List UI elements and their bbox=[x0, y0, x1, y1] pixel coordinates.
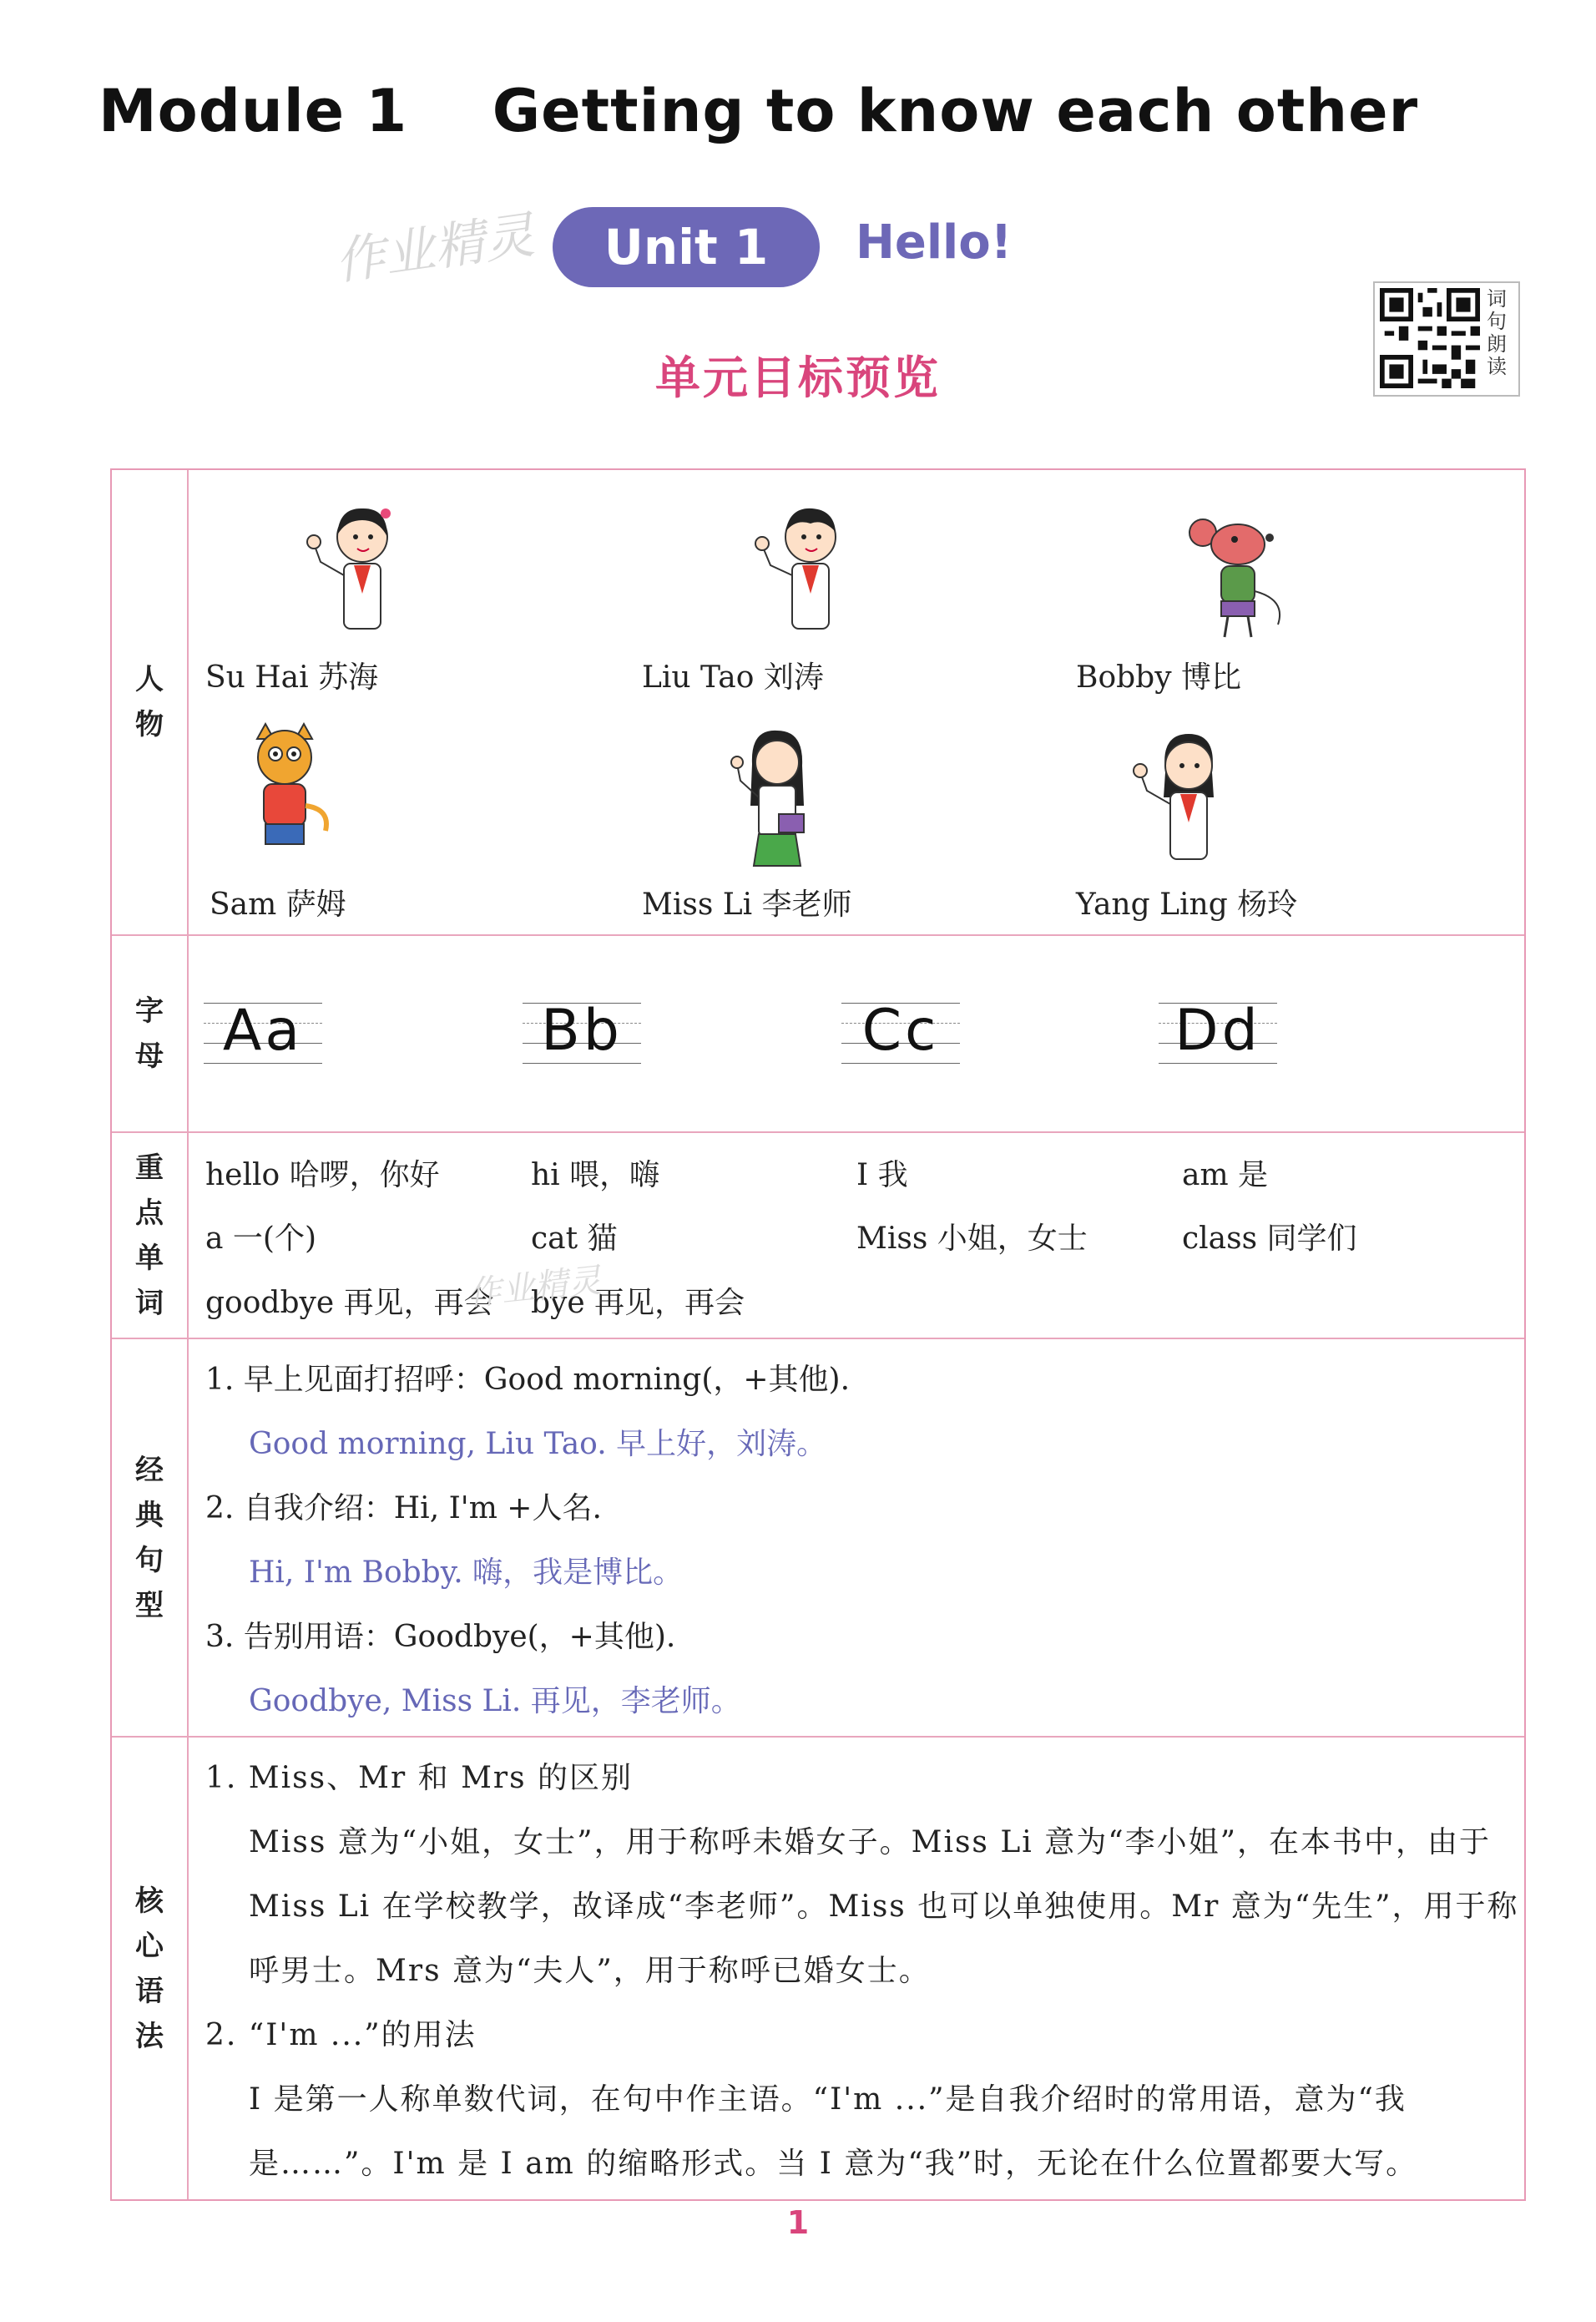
vocab-word: cat 猫 bbox=[531, 1222, 618, 1256]
vocabulary-cell bbox=[189, 1133, 1524, 1338]
character-name: Bobby 博比 bbox=[1076, 660, 1242, 695]
sentence-example: Good morning, Liu Tao. 早上好，刘涛。 bbox=[249, 1427, 827, 1461]
grammar-text: Miss 意为“小姐，女士”，用于称呼未婚女子。Miss Li 意为“李小姐”，在本书中，由于 bbox=[249, 1825, 1492, 1859]
vocab-word: hello 哈啰，你好 bbox=[205, 1158, 440, 1192]
grammar-heading: 2. “I'm ...”的用法 bbox=[205, 2018, 477, 2052]
mouse-icon bbox=[1169, 508, 1295, 650]
preview-title: 单元目标预览 bbox=[655, 352, 941, 404]
character-name: Liu Tao 刘涛 bbox=[642, 660, 824, 695]
vocab-word: class 同学们 bbox=[1182, 1222, 1357, 1256]
grammar-text: 是……”。I'm 是 I am 的缩略形式。当 I 意为“我”时，无论在什么位置都要大写。 bbox=[249, 2147, 1418, 2181]
watermark: 作业精灵 bbox=[331, 205, 538, 292]
sentences-row bbox=[112, 1338, 1524, 1736]
watermark: 作业精灵 bbox=[466, 1261, 604, 1314]
boy-waving-icon bbox=[744, 495, 869, 650]
character-name: Yang Ling 杨玲 bbox=[1076, 888, 1298, 922]
letters-cell bbox=[189, 936, 1524, 1131]
sentence-rule: 2. 自我介绍：Hi, I'm +人名. bbox=[205, 1491, 602, 1525]
grammar-row bbox=[112, 1736, 1524, 2199]
vocab-word: am 是 bbox=[1182, 1158, 1269, 1192]
letter-cc: Cc bbox=[841, 1003, 960, 1065]
characters-cell bbox=[189, 470, 1524, 934]
vocabulary-row bbox=[112, 1131, 1524, 1338]
unit-overview-table bbox=[110, 468, 1526, 2201]
qr-label: 词 句 朗 读 bbox=[1487, 287, 1507, 378]
girl-waving-icon bbox=[295, 495, 421, 650]
character-name: Su Hai 苏海 bbox=[205, 660, 379, 695]
letter-bb: Bb bbox=[523, 1003, 641, 1065]
vocab-word: I 我 bbox=[856, 1158, 908, 1192]
grammar-text: 呼男士。Mrs 意为“夫人”，用于称呼已婚女士。 bbox=[249, 1954, 931, 1988]
module-title: Module 1 Getting to know each other bbox=[98, 77, 1419, 145]
unit-title: Hello! bbox=[856, 215, 1013, 270]
unit-badge: Unit 1 bbox=[553, 207, 820, 287]
character-name: Miss Li 李老师 bbox=[642, 888, 852, 922]
vocab-word: a 一(个) bbox=[205, 1222, 316, 1256]
vocab-word: bye 再见，再会 bbox=[531, 1286, 745, 1320]
letter-dd: Dd bbox=[1159, 1003, 1277, 1065]
grammar-heading: 1. Miss、Mr 和 Mrs 的区别 bbox=[205, 1761, 634, 1795]
characters-row bbox=[112, 470, 1524, 934]
letters-row bbox=[112, 934, 1524, 1131]
letter-aa: Aa bbox=[204, 1003, 322, 1065]
page-number: 1 bbox=[786, 2204, 810, 2241]
sentences-label: 经 典 句 型 bbox=[112, 1339, 189, 1736]
grammar-label: 核 心 语 法 bbox=[112, 1738, 189, 2199]
sentence-rule: 3. 告别用语：Goodbye(，+其他). bbox=[205, 1620, 676, 1654]
grammar-text: I 是第一人称单数代词，在句中作主语。“I'm ...”是自我介绍时的常用语，意为“我 bbox=[249, 2082, 1407, 2117]
girl-waving-icon bbox=[1122, 722, 1247, 877]
grammar-text: Miss Li 在学校教学，故译成“李老师”。Miss 也可以单独使用。Mr 意为“先生”，用于称 bbox=[249, 1889, 1519, 1924]
vocab-word: hi 喂，嗨 bbox=[531, 1158, 660, 1192]
cat-icon bbox=[222, 722, 347, 864]
vocab-word: goodbye 再见，再会 bbox=[205, 1286, 494, 1320]
sentence-rule: 1. 早上见面打招呼：Good morning(，+其他). bbox=[205, 1363, 851, 1397]
teacher-icon bbox=[710, 722, 836, 873]
sentence-example: Goodbye, Miss Li. 再见，李老师。 bbox=[249, 1684, 741, 1718]
sentence-example: Hi, I'm Bobby. 嗨，我是博比。 bbox=[249, 1556, 684, 1590]
sentences-cell bbox=[189, 1339, 1524, 1736]
character-name: Sam 萨姆 bbox=[210, 888, 346, 922]
letters-label: 字 母 bbox=[112, 936, 189, 1131]
vocabulary-label: 重 点 单 词 bbox=[112, 1133, 189, 1338]
characters-label: 人 物 bbox=[112, 470, 189, 934]
grammar-cell bbox=[189, 1738, 1524, 2199]
vocab-word: Miss 小姐，女士 bbox=[856, 1222, 1088, 1256]
